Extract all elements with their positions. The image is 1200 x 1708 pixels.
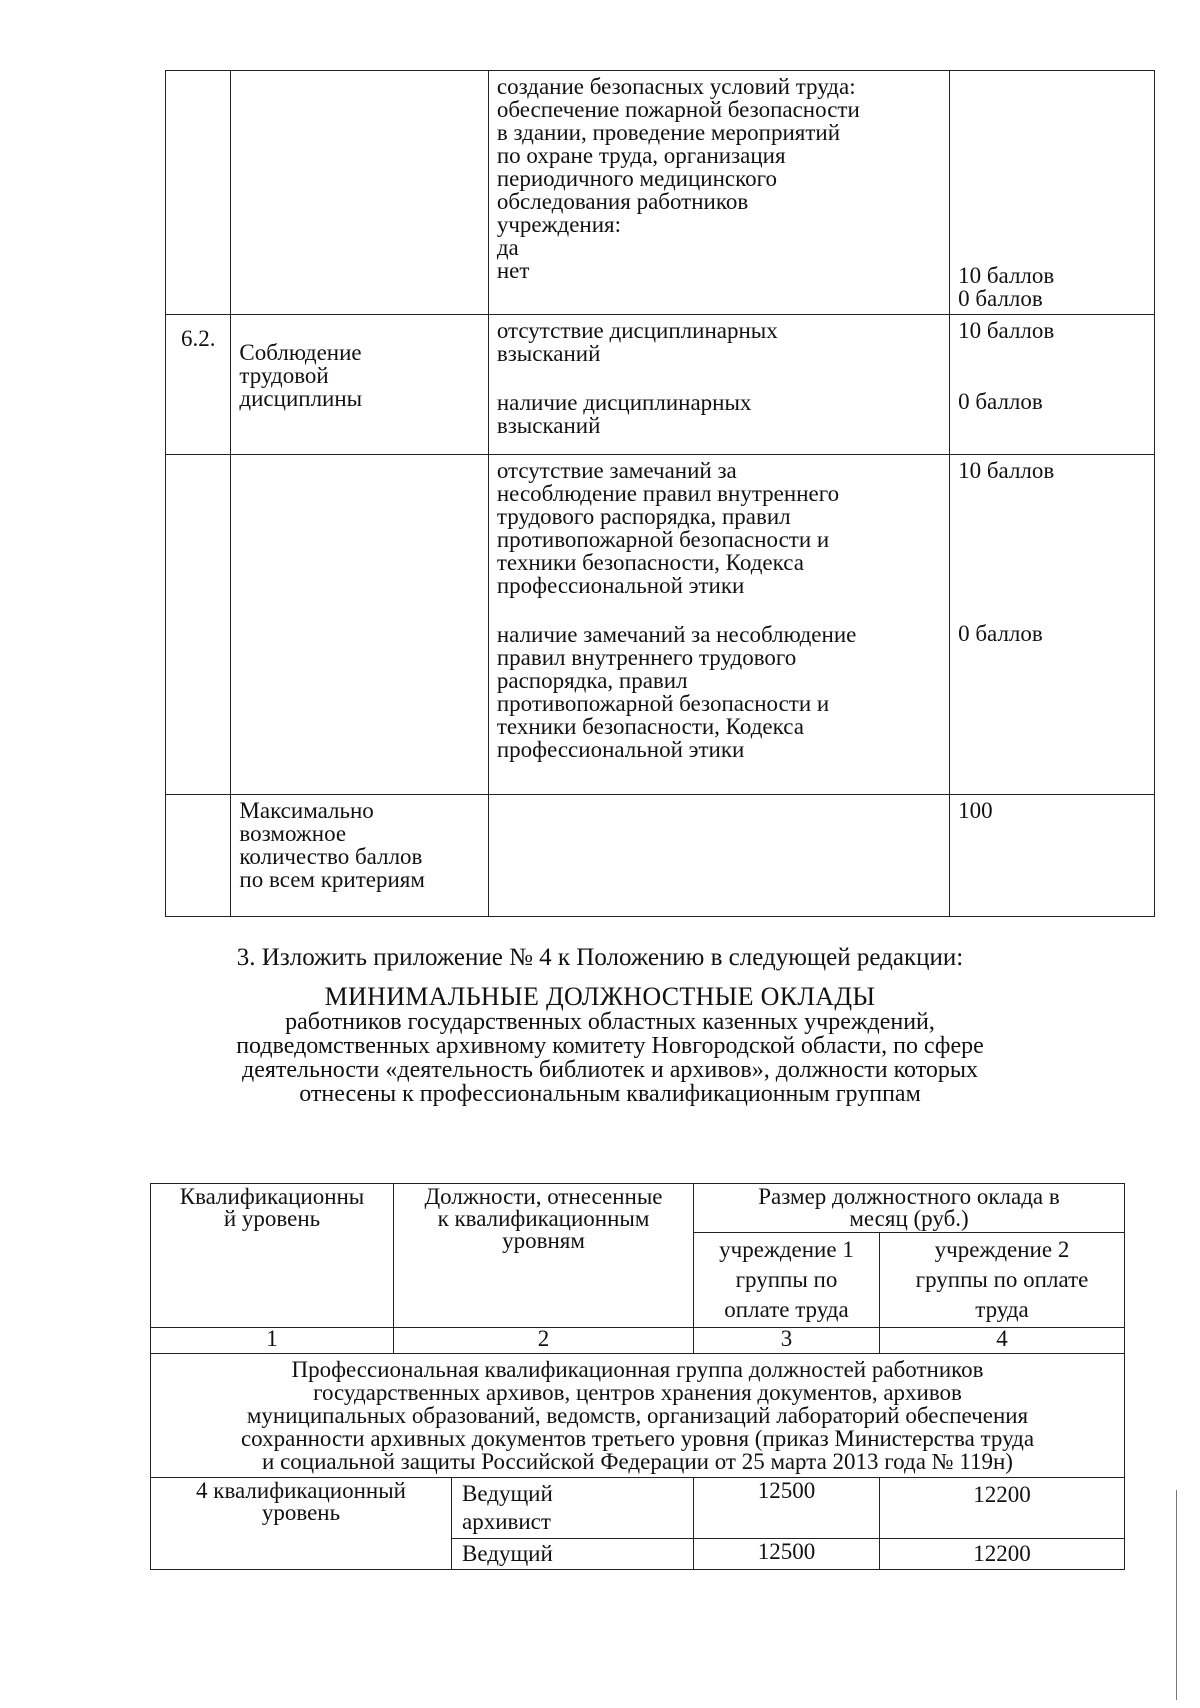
criteria-cell: [488, 795, 949, 917]
group-title-line: и социальной защиты Российской Федерации от 25 марта 2013 года № 119н): [262, 1449, 1013, 1474]
scan-edge-line: [1176, 1490, 1177, 1700]
subtitle-line: подведомственных архивному комитету Новгородской области, по сфере: [236, 1033, 984, 1059]
position-text: Ведущий: [462, 1481, 553, 1506]
score-cell: [950, 455, 1155, 795]
criteria-text: по охране труда, организация: [496, 143, 786, 168]
table-row: [166, 71, 1155, 315]
group-title-line: муниципальных образований, ведомств, организаций лабораторий обеспечения: [246, 1403, 1029, 1428]
score-text: 10 баллов: [958, 263, 1055, 288]
header-qualification-level: [151, 1184, 394, 1328]
score-cell: [950, 315, 1155, 455]
page-subtitle: [150, 1010, 1070, 1106]
header-text: Должности, отнесенные: [424, 1184, 663, 1209]
header-salary-size: [694, 1184, 1125, 1233]
criteria-text: обеспечение пожарной безопасности: [496, 97, 860, 122]
salary-group-1: 12500: [694, 1539, 880, 1570]
row-name: дисциплины: [239, 386, 363, 411]
row-name-cell: [231, 795, 488, 917]
header-text: Размер должностного оклада в: [758, 1184, 1060, 1209]
header-text: труда: [975, 1297, 1029, 1322]
position-text: Ведущий: [462, 1541, 553, 1566]
qualification-level: [151, 1478, 452, 1570]
row-name: количество баллов: [239, 844, 423, 869]
row-number-cell: [166, 455, 231, 795]
criteria-text: профессиональной этики: [496, 737, 745, 762]
row-name: по всем критериям: [239, 867, 425, 892]
subtitle-line: деятельности «деятельность библиотек и архивов», должности которых: [242, 1057, 978, 1083]
salary-table: [150, 1183, 1125, 1570]
criteria-text: взысканий: [496, 341, 601, 366]
group-title: [151, 1354, 1125, 1478]
table-row: [166, 455, 1155, 795]
header-text: учреждение 1: [719, 1237, 854, 1262]
salary-group-2: 12200: [880, 1539, 1125, 1570]
table-row: [151, 1478, 1125, 1539]
criteria-text: да: [496, 235, 519, 260]
criteria-text: техники безопасности, Кодекса: [496, 550, 804, 575]
header-text: оплате труда: [724, 1297, 849, 1322]
criteria-text: противопожарной безопасности и: [496, 691, 830, 716]
header-positions: [394, 1184, 694, 1328]
column-number: 4: [880, 1328, 1125, 1354]
criteria-text: противопожарной безопасности и: [496, 527, 830, 552]
criteria-cell: [488, 71, 949, 315]
row-number-cell: [166, 315, 231, 455]
score-cell: [950, 71, 1155, 315]
table-row: [166, 795, 1155, 917]
header-institution-group-1: [694, 1233, 880, 1328]
position-text: архивист: [462, 1509, 551, 1534]
column-number: 3: [694, 1328, 880, 1354]
criteria-cell: [488, 315, 949, 455]
criteria-text: отсутствие дисциплинарных: [496, 318, 778, 343]
criteria-text: взысканий: [496, 413, 601, 438]
header-text: месяц (руб.): [849, 1206, 969, 1231]
column-number-row: [151, 1328, 1125, 1354]
criteria-text: несоблюдение правил внутреннего: [496, 481, 840, 506]
score-text: 0 баллов: [958, 621, 1043, 646]
group-title-row: [151, 1354, 1125, 1478]
group-title-line: государственных архивов, центров хранения документов, архивов: [313, 1380, 962, 1405]
table-row: [166, 315, 1155, 455]
header-text: группы по: [735, 1267, 838, 1292]
level-text: 4 квалификационный: [196, 1478, 406, 1503]
position-cell: [452, 1478, 694, 1539]
criteria-text: наличие дисциплинарных: [496, 390, 752, 415]
criteria-text: в здании, проведение мероприятий: [496, 120, 841, 145]
row-name: трудовой: [239, 363, 329, 388]
header-text: Квалификационны: [179, 1184, 365, 1209]
header-text: учреждение 2: [934, 1237, 1070, 1262]
criteria-text: правил внутреннего трудового: [496, 645, 797, 670]
subtitle-line: отнесены к профессиональным квалификационным группам: [299, 1081, 921, 1107]
page-title: МИНИМАЛЬНЫЕ ДОЛЖНОСТНЫЕ ОКЛАДЫ: [324, 982, 876, 1011]
criteria-text: отсутствие замечаний за: [496, 458, 737, 483]
criteria-text: трудового распорядка, правил: [496, 504, 791, 529]
criteria-text: техники безопасности, Кодекса: [496, 714, 804, 739]
row-number-cell: [166, 795, 231, 917]
instruction-text: 3. Изложить приложение № 4 к Положению в следующей редакции:: [236, 944, 964, 971]
level-text: уровень: [261, 1500, 341, 1525]
row-number: 6.2.: [180, 326, 216, 351]
criteria-text: обследования работников: [496, 189, 749, 214]
header-institution-group-2: [880, 1233, 1125, 1328]
criteria-table: [165, 70, 1155, 917]
group-title-line: сохранности архивных документов третьего уровня (приказ Министерства труда: [240, 1426, 1035, 1451]
score-text: 0 баллов: [958, 389, 1043, 414]
criteria-text: учреждения:: [496, 212, 622, 237]
criteria-text: распорядка, правил: [496, 668, 688, 693]
row-name: возможное: [239, 821, 347, 846]
row-name-cell: [231, 71, 488, 315]
column-number: 1: [151, 1328, 394, 1354]
header-text: уровням: [502, 1228, 585, 1253]
header-text: группы по оплате: [915, 1267, 1089, 1292]
criteria-text: наличие замечаний за несоблюдение: [496, 622, 857, 647]
criteria-cell: [488, 455, 949, 795]
row-name-cell: [231, 315, 488, 455]
row-name: Соблюдение: [239, 340, 362, 365]
row-name-cell: [231, 455, 488, 795]
table-header-row: [151, 1184, 1125, 1233]
score-text: 10 баллов: [958, 318, 1055, 343]
criteria-text: создание безопасных условий труда:: [496, 74, 856, 99]
score-cell: [950, 795, 1155, 917]
group-title-line: Профессиональная квалификационная группа должностей работников: [291, 1357, 984, 1382]
criteria-text: нет: [496, 258, 530, 283]
salary-group-1: 12500: [694, 1478, 880, 1539]
subtitle-line: работников государственных областных казенных учреждений,: [285, 1009, 935, 1035]
criteria-text: профессиональной этики: [496, 573, 745, 598]
position-cell: [452, 1539, 694, 1570]
salary-group-2: 12200: [880, 1478, 1125, 1539]
criteria-text: периодичного медицинского: [496, 166, 777, 191]
header-text: й уровень: [223, 1206, 321, 1231]
header-text: к квалификационным: [437, 1206, 650, 1231]
score-text: 10 баллов: [958, 458, 1055, 483]
row-number-cell: [166, 71, 231, 315]
row-name: Максимально: [239, 798, 374, 823]
score-text: 0 баллов: [958, 286, 1043, 311]
score-text: 100: [958, 798, 993, 823]
column-number: 2: [394, 1328, 694, 1354]
